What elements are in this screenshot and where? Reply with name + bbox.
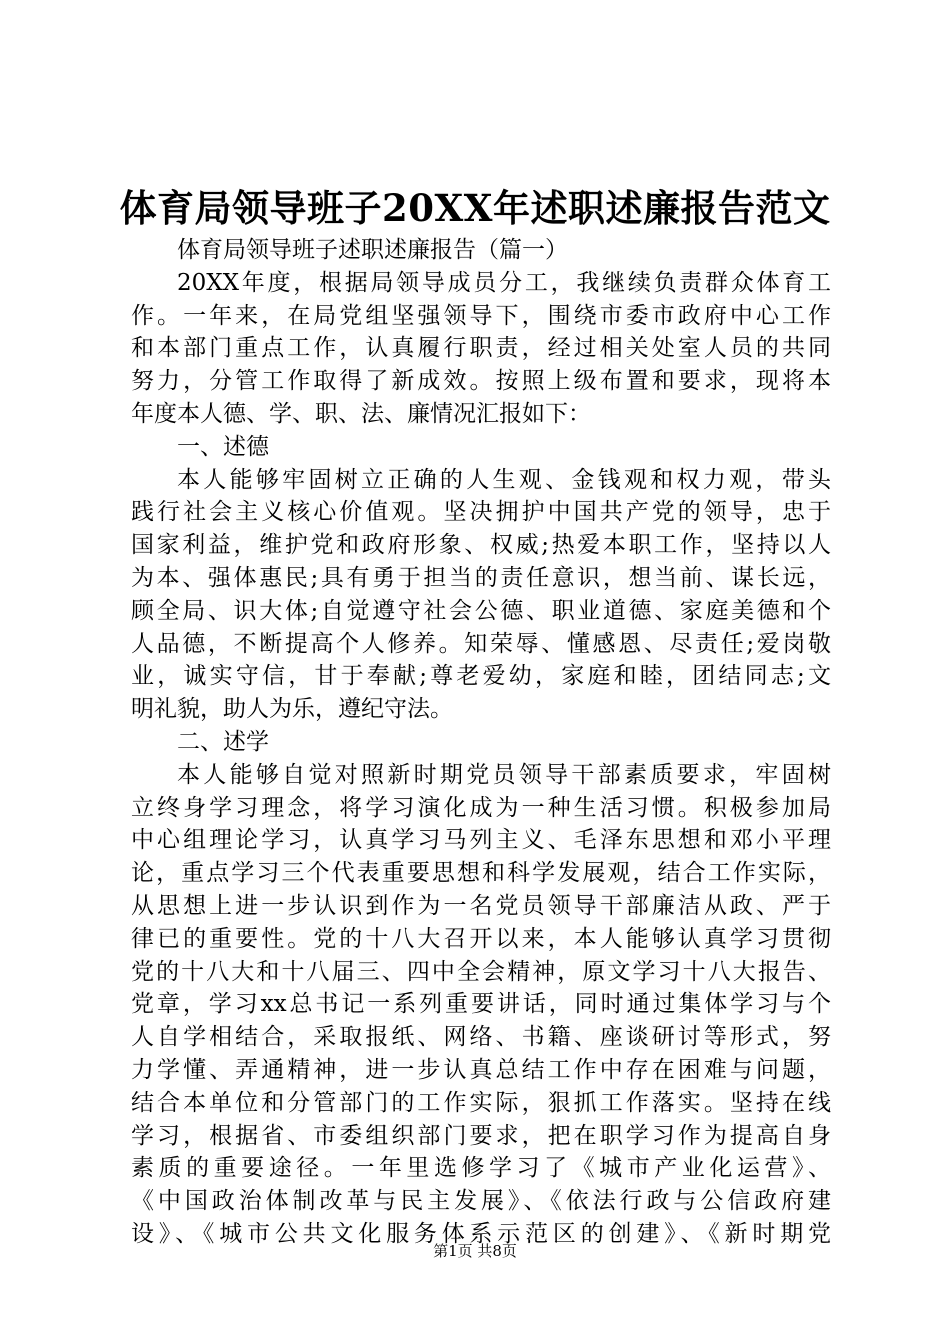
text-line: 年度本人德、学、职、法、廉情况汇报如下： [131,400,591,427]
text-line: 国家利益，维护党和政府形象、权威;热爱本职工作，坚持以人 [131,532,831,559]
text-line: 二、述学 [177,728,269,755]
text-line: 顾全局、识大体;自觉遵守社会公德、职业道德、家庭美德和个 [131,597,831,624]
text-line: 立终身学习理念，将学习演化成为一种生活习惯。积极参加局 [131,794,831,821]
text-line: 本人能够自觉对照新时期党员领导干部素质要求，牢固树 [177,761,831,788]
document-body [131,234,831,1251]
text-line: 素质的重要途径。一年里选修学习了《城市产业化运营》、 [131,1155,831,1182]
text-line: 努力，分管工作取得了新成效。按照上级布置和要求，现将本 [131,368,831,395]
text-line: 为本、强体惠民;具有勇于担当的责任意识，想当前、谋长远， [131,564,831,591]
page-footer: 第1页 共8页 [433,1242,517,1260]
text-line: 律已的重要性。党的十八大召开以来，本人能够认真学习贯彻 [131,925,831,952]
text-line: 设》、《城市公共文化服务体系示范区的创建》、《新时期党 [131,1220,831,1247]
text-line: 本人能够牢固树立正确的人生观、金钱观和权力观，带头 [177,466,831,493]
text-line: 践行社会主义核心价值观。坚决拥护中国共产党的领导，忠于 [131,499,831,526]
text-line: 结合本单位和分管部门的工作实际，狠抓工作落实。坚持在线 [131,1089,831,1116]
text-line: 学习，根据省、市委组织部门要求，把在职学习作为提高自身 [131,1122,831,1149]
text-line: 中心组理论学习，认真学习马列主义、毛泽东思想和邓小平理 [131,827,831,854]
text-line: 20XX年度，根据局领导成员分工，我继续负责群众体育工 [177,269,831,296]
text-line: 党的十八大和十八届三、四中全会精神，原文学习十八大报告、 [131,958,831,985]
text-line: 和本部门重点工作，认真履行职责，经过相关处室人员的共同 [131,335,831,362]
text-line: 明礼貌，助人为乐，遵纪守法。 [131,696,453,723]
text-line: 人自学相结合，采取报纸、网络、书籍、座谈研讨等形式，努 [131,1024,831,1051]
text-line: 从思想上进一步认识到作为一名党员领导干部廉洁从政、严于 [131,892,831,919]
text-line: 体育局领导班子述职述廉报告（篇一） [177,237,568,263]
text-line: 人品德，不断提高个人修养。知荣辱、懂感恩、尽责任;爱岗敬 [131,630,831,657]
text-line: 业，诚实守信，甘于奉献;尊老爱幼，家庭和睦，团结同志;文 [131,663,831,690]
text-line: 论，重点学习三个代表重要思想和科学发展观，结合工作实际， [131,860,831,887]
text-line: 《中国政治体制改革与民主发展》、《依法行政与公信政府建 [131,1188,831,1215]
document-title: 体育局领导班子20XX年述职述廉报告范文 [119,186,831,230]
text-line: 力学懂、弄通精神，进一步认真总结工作中存在困难与问题， [131,1056,831,1083]
text-line: 一、述德 [177,433,269,460]
text-line: 党章，学习xx总书记一系列重要讲话，同时通过集体学习与个 [131,991,831,1018]
text-line: 作。一年来，在局党组坚强领导下，围绕市委市政府中心工作 [131,302,831,329]
